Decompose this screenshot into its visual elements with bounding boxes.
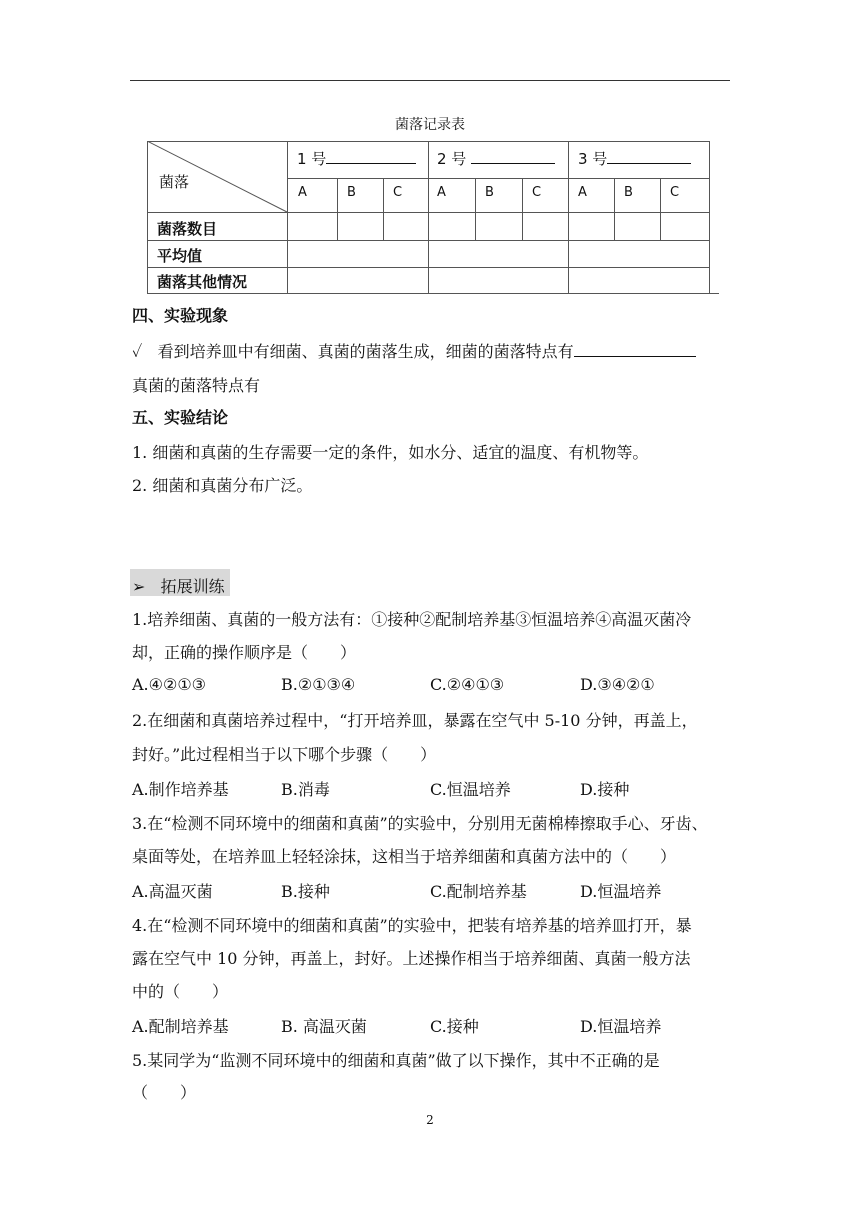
row-label-colony-count: 菌落数目 — [157, 220, 218, 238]
check-icon: ✓ — [132, 342, 143, 361]
q2-option-c: C.恒温培养 — [430, 780, 511, 799]
sub-header: C — [670, 185, 680, 200]
sub-header: B — [624, 185, 633, 200]
observation-line: ✓ 看到培养皿中有细菌、真菌的菌落生成，细菌的菌落特点有 — [132, 339, 696, 362]
answer-blank — [574, 342, 696, 357]
table-caption: 菌落记录表 — [395, 117, 465, 133]
question-4-line: 露在空气中 10 分钟，再盖上，封好。上述操作相当于培养细菌、真菌一般方法 — [132, 949, 691, 968]
header-rule — [130, 80, 730, 81]
question-2-line: 封好。”此过程相当于以下哪个步骤（ ） — [132, 745, 437, 764]
conclusion-item: 1. 细菌和真菌的生存需要一定的条件，如水分、适宜的温度、有机物等。 — [132, 443, 649, 462]
q3-option-c: C.配制培养基 — [430, 882, 527, 901]
row-label-other: 菌落其他情况 — [157, 273, 248, 291]
page-number: 2 — [426, 1113, 434, 1127]
q1-option-c: C.②④①③ — [430, 675, 505, 694]
colony-record-table — [147, 141, 710, 294]
question-2-line: 2.在细菌和真菌培养过程中，“打开培养皿，暴露在空气中 5-10 分钟，再盖上， — [132, 711, 698, 730]
q2-option-d: D.接种 — [580, 780, 630, 799]
corner-label: 菌落 — [159, 173, 190, 191]
section-4-title: 四、实验现象 — [132, 306, 229, 325]
question-5-line: （ ） — [132, 1083, 197, 1102]
sub-header: A — [298, 185, 307, 200]
conclusion-item: 2. 细菌和真菌分布广泛。 — [132, 476, 313, 495]
q3-option-a: A.高温灭菌 — [132, 882, 213, 901]
sub-header: B — [485, 185, 494, 200]
question-3-line: 3.在“检测不同环境中的细菌和真菌”的实验中，分别用无菌棉棒擦取手心、牙齿、 — [132, 814, 708, 833]
q3-option-b: B.接种 — [281, 882, 330, 901]
q4-option-b: B. 高温灭菌 — [281, 1017, 367, 1036]
sub-header: C — [532, 185, 542, 200]
q1-option-a: A.④②①③ — [132, 675, 207, 694]
q2-option-a: A.制作培养基 — [132, 780, 229, 799]
sub-header: A — [578, 185, 587, 200]
question-5-line: 5.某同学为“监测不同环境中的细菌和真菌”做了以下操作，其中不正确的是 — [132, 1051, 660, 1070]
question-1-line: 1.培养细菌、真菌的一般方法有：①接种②配制培养基③恒温培养④高温灭菌冷 — [132, 610, 692, 629]
group-2-header: 2 号 — [437, 148, 555, 169]
arrow-icon: ➢ — [132, 577, 146, 596]
sub-header: A — [437, 185, 446, 200]
section-5-title: 五、实验结论 — [132, 408, 229, 427]
question-4-line: 中的（ ） — [132, 982, 229, 1001]
q4-option-a: A.配制培养基 — [132, 1017, 229, 1036]
q2-option-b: B.消毒 — [281, 780, 330, 799]
group-1-header: 1 号 — [297, 148, 416, 169]
q1-option-d: D.③④②① — [580, 675, 655, 694]
question-3-line: 桌面等处，在培养皿上轻轻涂抹，这相当于培养细菌和真菌方法中的（ ） — [132, 847, 677, 866]
q4-option-d: D.恒温培养 — [580, 1017, 662, 1036]
question-4-line: 4.在“检测不同环境中的细菌和真菌”的实验中，把装有培养基的培养皿打开，暴 — [132, 916, 692, 935]
q1-option-b: B.②①③④ — [281, 675, 356, 694]
observation-line-2: 真菌的菌落特点有 — [132, 376, 261, 395]
q3-option-d: D.恒温培养 — [580, 882, 662, 901]
extension-heading: ➢ 拓展训练 — [132, 577, 225, 596]
sub-header: B — [347, 185, 356, 200]
question-1-line: 却，正确的操作顺序是（ ） — [132, 643, 357, 662]
q4-option-c: C.接种 — [430, 1017, 479, 1036]
sub-header: C — [393, 185, 403, 200]
group-3-header: 3 号 — [578, 148, 691, 169]
row-label-average: 平均值 — [157, 247, 203, 265]
